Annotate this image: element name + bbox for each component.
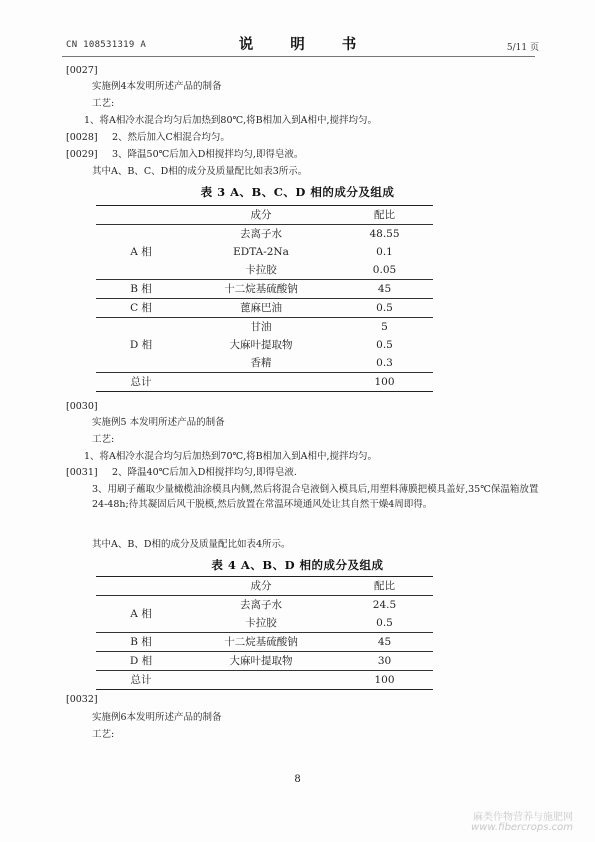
process-label: 工艺: [92, 98, 115, 109]
component-cell: 去离子水 [186, 596, 336, 615]
table-row [96, 318, 433, 337]
example-5-step-3: 3、用刷子蘸取少量橄榄油涂模具内侧,然后将混合皂液倒入模具后,用塑料薄膜把模具盖好,35℃保温箱放置24-48h;待其凝固后风干脱模,然后放置在常温环境通风处让其自然干燥4周即得。 [92, 484, 539, 510]
table-total-row [96, 671, 433, 690]
component-cell: 甘油 [186, 318, 336, 337]
component-cell: 十二烷基硫酸钠 [186, 280, 336, 299]
component-cell [186, 671, 336, 690]
paragraph-tag-0029: [0029] [66, 149, 98, 160]
example-4-step-1: 1、将A相冷水混合均匀后加热到80℃,将B相加入到A相中,搅拌均匀。 [84, 115, 378, 126]
component-cell: 大麻叶提取物 [186, 652, 336, 671]
paragraph-tag-0030: [0030] [66, 401, 98, 412]
total-ratio: 100 [336, 671, 433, 690]
example-5-step-1: 1、将A相冷水混合均匀后加热到70℃,将B相加入到A相中,搅拌均匀。 [84, 451, 378, 462]
component-cell: 大麻叶提取物 [229, 339, 293, 351]
table-row [96, 280, 433, 299]
phase-label: A 相 [96, 596, 186, 633]
phase-label: D 相 [96, 318, 186, 373]
process-label: 工艺: [92, 729, 115, 740]
paragraph-tag-0031: [0031] [66, 467, 98, 478]
watermark-url: www.fibercrops.com [471, 822, 573, 833]
ratio-cell: 45 [336, 280, 433, 299]
table-header-row [96, 206, 433, 225]
ratio-cell: 0.5 [376, 617, 393, 629]
table-3 [96, 205, 433, 392]
total-label: 总计 [96, 671, 186, 690]
process-label: 工艺: [92, 434, 115, 445]
table-3-reference: 其中A、B、C、D相的成分及质量配比如表3所示。 [92, 166, 308, 177]
ratio-cell: 45 [336, 633, 433, 652]
component-cell: 香精 [250, 357, 272, 369]
ratio-cell: 0.3 [376, 357, 393, 369]
ratio-cell: 0.1 [376, 246, 393, 258]
header-phase-cell [96, 577, 186, 596]
header-ratio: 配比 [336, 206, 433, 225]
phase-label: D 相 [96, 652, 186, 671]
ratio-cell: 0.5 [336, 299, 433, 318]
table-4-reference: 其中A、B、D相的成分及质量配比如表4所示。 [92, 539, 291, 550]
paragraph-tag-0028: [0028] [66, 132, 98, 143]
header-phase-cell [96, 206, 186, 225]
component-cell: EDTA-2Na [233, 246, 289, 258]
paragraph-tag-0032: [0032] [66, 694, 98, 705]
phase-label: A 相 [96, 225, 186, 280]
page-number: 8 [294, 774, 301, 785]
total-label: 总计 [96, 373, 186, 392]
table-4-title: 表 4 A、B、D 相的成分及组成 [211, 558, 384, 572]
table-4 [96, 576, 433, 690]
example-4-step-2: 2、然后加入C相混合均匀。 [112, 132, 230, 143]
component-cell: 卡拉胶 [245, 264, 277, 276]
document-title: 说 明 书 [238, 36, 373, 53]
ratio-cell: 0.5 [376, 339, 393, 351]
patent-number: CN 108531319 A [66, 40, 147, 50]
component-cell: 蓖麻巴油 [186, 299, 336, 318]
phase-label: C 相 [96, 299, 186, 318]
paragraph-tag-0027: [0027] [66, 65, 98, 76]
ratio-cell: 30 [336, 652, 433, 671]
component-cell: 去离子水 [186, 225, 336, 244]
example-4-title: 实施例4本发明所述产品的制备 [92, 81, 222, 92]
component-cell: 十二烷基硫酸钠 [186, 633, 336, 652]
table-row [96, 596, 433, 615]
total-ratio: 100 [336, 373, 433, 392]
phase-label: B 相 [96, 280, 186, 299]
table-row [96, 299, 433, 318]
ratio-cell: 48.55 [336, 225, 433, 244]
ratio-cell: 0.05 [372, 264, 397, 276]
header-ratio: 配比 [336, 577, 433, 596]
header-component: 成分 [186, 206, 336, 225]
table-row [96, 652, 433, 671]
component-cell: 卡拉胶 [245, 617, 277, 629]
table-row [96, 225, 433, 244]
ratio-cell: 5 [336, 318, 433, 337]
table-header-row [96, 577, 433, 596]
example-6-title: 实施例6本发明所述产品的制备 [92, 712, 222, 723]
watermark-text: 麻类作物营养与施肥网 [473, 812, 573, 823]
page-indicator: 5/11 页 [506, 43, 539, 53]
table-3-title: 表 3 A、B、C、D 相的成分及组成 [200, 185, 395, 199]
header-divider [62, 56, 535, 57]
example-5-step-2: 2、降温40℃后加入D相搅拌均匀,即得皂液. [112, 467, 297, 478]
component-cell [186, 373, 336, 392]
phase-label: B 相 [96, 633, 186, 652]
table-row [96, 633, 433, 652]
example-4-step-3: 3、降温50℃后加入D相搅拌均匀,即得皂液。 [112, 149, 304, 160]
table-total-row [96, 373, 433, 392]
ratio-cell: 24.5 [336, 596, 433, 615]
header-component: 成分 [186, 577, 336, 596]
example-5-title: 实施例5 本发明所述产品的制备 [92, 417, 225, 428]
